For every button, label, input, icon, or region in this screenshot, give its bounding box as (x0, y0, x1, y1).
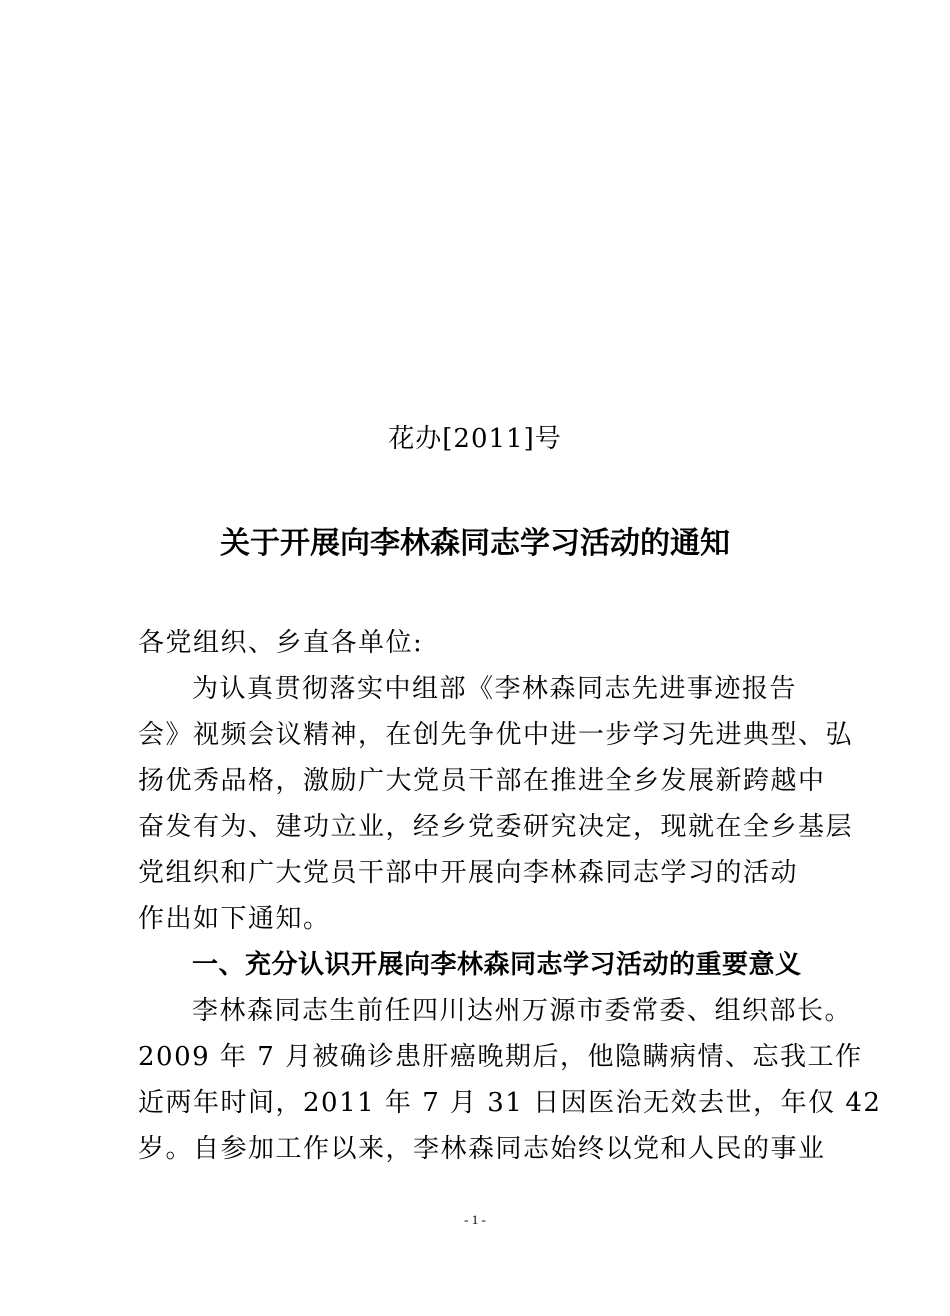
paragraph-line: 党组织和广大党员干部中开展向李林森同志学习的活动 (138, 858, 799, 888)
paragraph-line: 会》视频会议精神，在创先争优中进一步学习先进典型、弘 (138, 720, 854, 750)
paragraph-line: 近两年时间，2011 年 7 月 31 日因医治无效去世，年仅 42 (138, 1088, 882, 1118)
salutation: 各党组织、乡直各单位: (138, 628, 424, 658)
document-number: 花办[2011]号 (388, 424, 562, 454)
section-heading: 一、充分认识开展向李林森同志学习活动的重要意义 (192, 950, 802, 980)
page-number: - 1 - (464, 1212, 486, 1227)
paragraph-line: 扬优秀品格，激励广大党员干部在推进全乡发展新跨越中 (138, 766, 826, 796)
document-title: 关于开展向李林森同志学习活动的通知 (220, 526, 730, 561)
paragraph-line: 岁。自参加工作以来，李林森同志始终以党和人民的事业 (138, 1134, 826, 1164)
paragraph-line: 2009 年 7 月被确诊患肝癌晚期后，他隐瞒病情、忘我工作 (138, 1042, 863, 1072)
paragraph-line: 作出如下通知。 (138, 904, 331, 934)
document-body (138, 620, 882, 1172)
paragraph-line: 奋发有为、建功立业，经乡党委研究决定，现就在全乡基层 (138, 812, 854, 842)
paragraph-line: 为认真贯彻落实中组部《李林森同志先进事迹报告 (192, 674, 798, 704)
paragraph-line: 李林森同志生前任四川达州万源市委常委、组织部长。 (192, 996, 853, 1026)
